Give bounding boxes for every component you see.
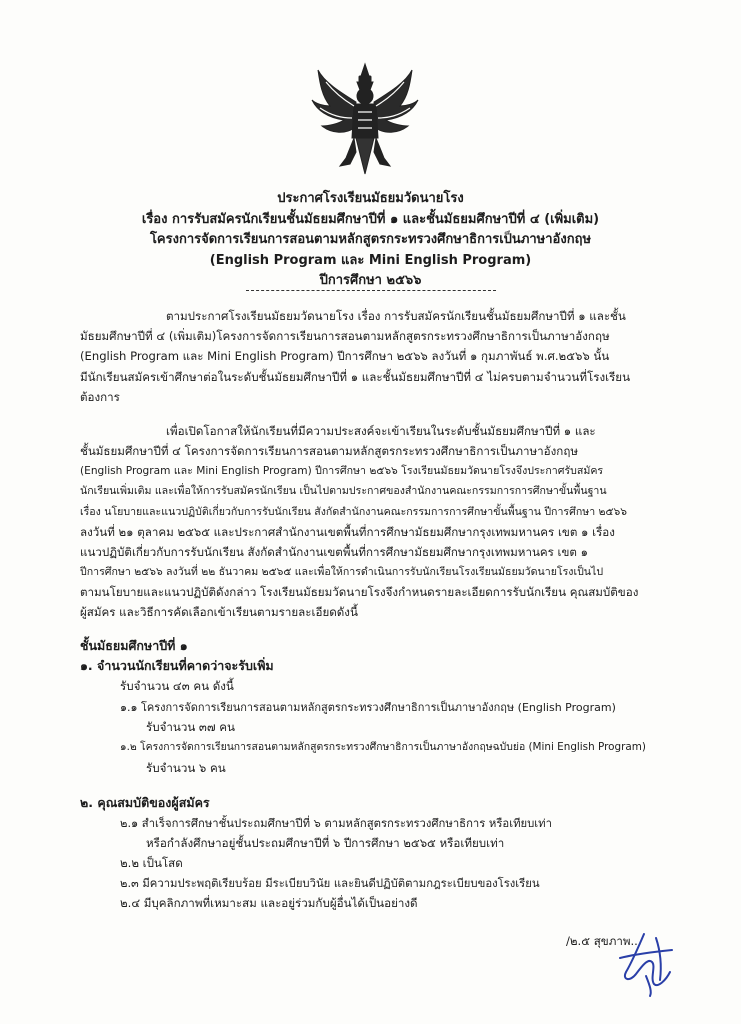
section-heading: ๒. คุณสมบัติของผู้สมัคร xyxy=(80,795,210,810)
paragraph-line: แนวปฏิบัติเกี่ยวกับการรับนักเรียน สังกัดสำนักงานเขตพื้นที่การศึกษามัธยมศึกษากรุงเทพมหานคร เขต ๑ xyxy=(80,545,589,559)
paragraph-line: มัธยมศึกษาปีที่ ๔ (เพิ่มเติม)โครงการจัดการเรียนการสอนตามหลักสูตรกระทรวงศึกษาธิการเป็นภาษาอังกฤษ xyxy=(80,329,610,343)
paragraph-line: ตามประกาศโรงเรียนมัธยมวัดนายโรง เรื่อง การรับสมัครนักเรียนชั้นมัธยมศึกษาปีที่ ๑ และชั้น xyxy=(166,309,626,323)
list-item: ๒.๔ มีบุคลิกภาพที่เหมาะสม และอยู่ร่วมกับผู้อื่นได้เป็นอย่างดี xyxy=(120,896,418,910)
total-count: รับจำนวน ๔๓ คน ดังนี้ xyxy=(120,679,234,693)
item-count: รับจำนวน ๖ คน xyxy=(146,761,226,775)
paragraph-line: ปีการศึกษา ๒๕๖๖ ลงวันที่ ๒๒ ธันวาคม ๒๕๖๕ และเพื่อให้การดำเนินการรับนักเรียนโรงเรียนมัธยมวัดนายโรงเป็นไป xyxy=(80,566,604,578)
paragraph-line: (English Program และ Mini English Program) ปีการศึกษา ๒๕๖๖ ลงวันที่ ๑ กุมภาพันธ์ พ.ศ.๒๕๖๖ นั้น xyxy=(80,349,610,363)
paragraph-line: นักเรียนเพิ่มเติม และเพื่อให้การรับสมัครนักเรียน เป็นไปตามประกาศของสำนักงานคณะกรรมการการศึกษาขั้นพื้นฐาน xyxy=(80,485,607,497)
paragraph-line: เพื่อเปิดโอกาสให้นักเรียนที่มีความประสงค์จะเข้าเรียนในระดับชั้นมัธยมศึกษาปีที่ ๑ และ xyxy=(166,424,596,438)
program-names: (English Program และ Mini English Program) xyxy=(209,253,532,268)
continuation-marker: /๒.๕ สุขภาพ... xyxy=(566,934,642,948)
paragraph-line: ตามนโยบายและแนวปฏิบัติดังกล่าว โรงเรียนมัธยมวัดนายโรงจึงกำหนดรายละเอียดการรับนักเรียน คุณสมบัติของ xyxy=(80,585,639,599)
list-item: ๒.๒ เป็นโสด xyxy=(120,856,183,870)
paragraph-line: ผู้สมัคร และวิธีการคัดเลือกเข้าเรียนตามรายละเอียดดังนี้ xyxy=(80,605,358,619)
item-count: รับจำนวน ๓๗ คน xyxy=(146,720,235,734)
section-heading: ๑. จำนวนนักเรียนที่คาดว่าจะรับเพิ่ม xyxy=(80,658,274,673)
academic-year: ปีการศึกษา ๒๕๖๖ xyxy=(319,273,422,288)
list-item-continuation: หรือกำลังศึกษาอยู่ชั้นประถมศึกษาปีที่ ๖ ปีการศึกษา ๒๕๖๕ หรือเทียบเท่า xyxy=(146,836,505,850)
paragraph-line: เรื่อง นโยบายและแนวปฏิบัติเกี่ยวกับการรับนักเรียน สังกัดสำนักงานคณะกรรมการการศึกษาขั้นพื้นฐาน ปีการศึกษา ๒๕๖๖ xyxy=(80,506,627,518)
list-item: ๑.๒ โครงการจัดการเรียนการสอนตามหลักสูตรกระทรวงศึกษาธิการเป็นภาษาอังกฤษฉบับย่อ (Mini English Program) xyxy=(120,741,646,753)
header-divider xyxy=(246,290,496,291)
list-item: ๒.๓ มีความประพฤติเรียบร้อย มีระเบียบวินัย และยินดีปฏิบัติตามกฎระเบียบของโรงเรียน xyxy=(120,877,540,890)
project-name: โครงการจัดการเรียนการสอนตามหลักสูตรกระทรวงศึกษาธิการเป็นภาษาอังกฤษ xyxy=(149,232,592,247)
paragraph-line: ชั้นมัธยมศึกษาปีที่ ๔ โครงการจัดการเรียนการสอนตามหลักสูตรกระทรวงศึกษาธิการเป็นภาษาอังกฤษ xyxy=(80,444,578,458)
paragraph-line: ลงวันที่ ๒๑ ตุลาคม ๒๕๖๕ และประกาศสำนักงานเขตพื้นที่การศึกษามัธยมศึกษากรุงเทพมหานคร เขต ๑ เรื่อง xyxy=(80,525,615,539)
signature-icon xyxy=(560,928,700,998)
list-item: ๒.๑ สำเร็จการศึกษาชั้นประถมศึกษาปีที่ ๖ ตามหลักสูตรกระทรวงศึกษาธิการ หรือเทียบเท่า xyxy=(120,817,552,830)
section-level-heading: ชั้นมัธยมศึกษาปีที่ ๑ xyxy=(80,638,188,653)
announcement-subject: เรื่อง การรับสมัครนักเรียนชั้นมัธยมศึกษาปีที่ ๑ และชั้นมัธยมศึกษาปีที่ ๔ (เพิ่มเติม) xyxy=(141,212,600,227)
announcement-title: ประกาศโรงเรียนมัธยมวัดนายโรง xyxy=(277,191,464,206)
paragraph-line: มีนักเรียนสมัครเข้าศึกษาต่อในระดับชั้นมัธยมศึกษาปีที่ ๑ และชั้นมัธยมศึกษาปีที่ ๔ ไม่ครบตามจำนวนที่โรงเรียน xyxy=(80,370,631,384)
garuda-emblem-icon xyxy=(310,62,420,180)
paragraph-line: (English Program และ Mini English Program) ปีการศึกษา ๒๕๖๖ โรงเรียนมัธยมวัดนายโรงจึงประกาศรับสมัคร xyxy=(80,465,604,477)
list-item: ๑.๑ โครงการจัดการเรียนการสอนตามหลักสูตรกระทรวงศึกษาธิการเป็นภาษาอังกฤษ (English Program) xyxy=(120,701,616,714)
paragraph-line: ต้องการ xyxy=(80,390,120,404)
